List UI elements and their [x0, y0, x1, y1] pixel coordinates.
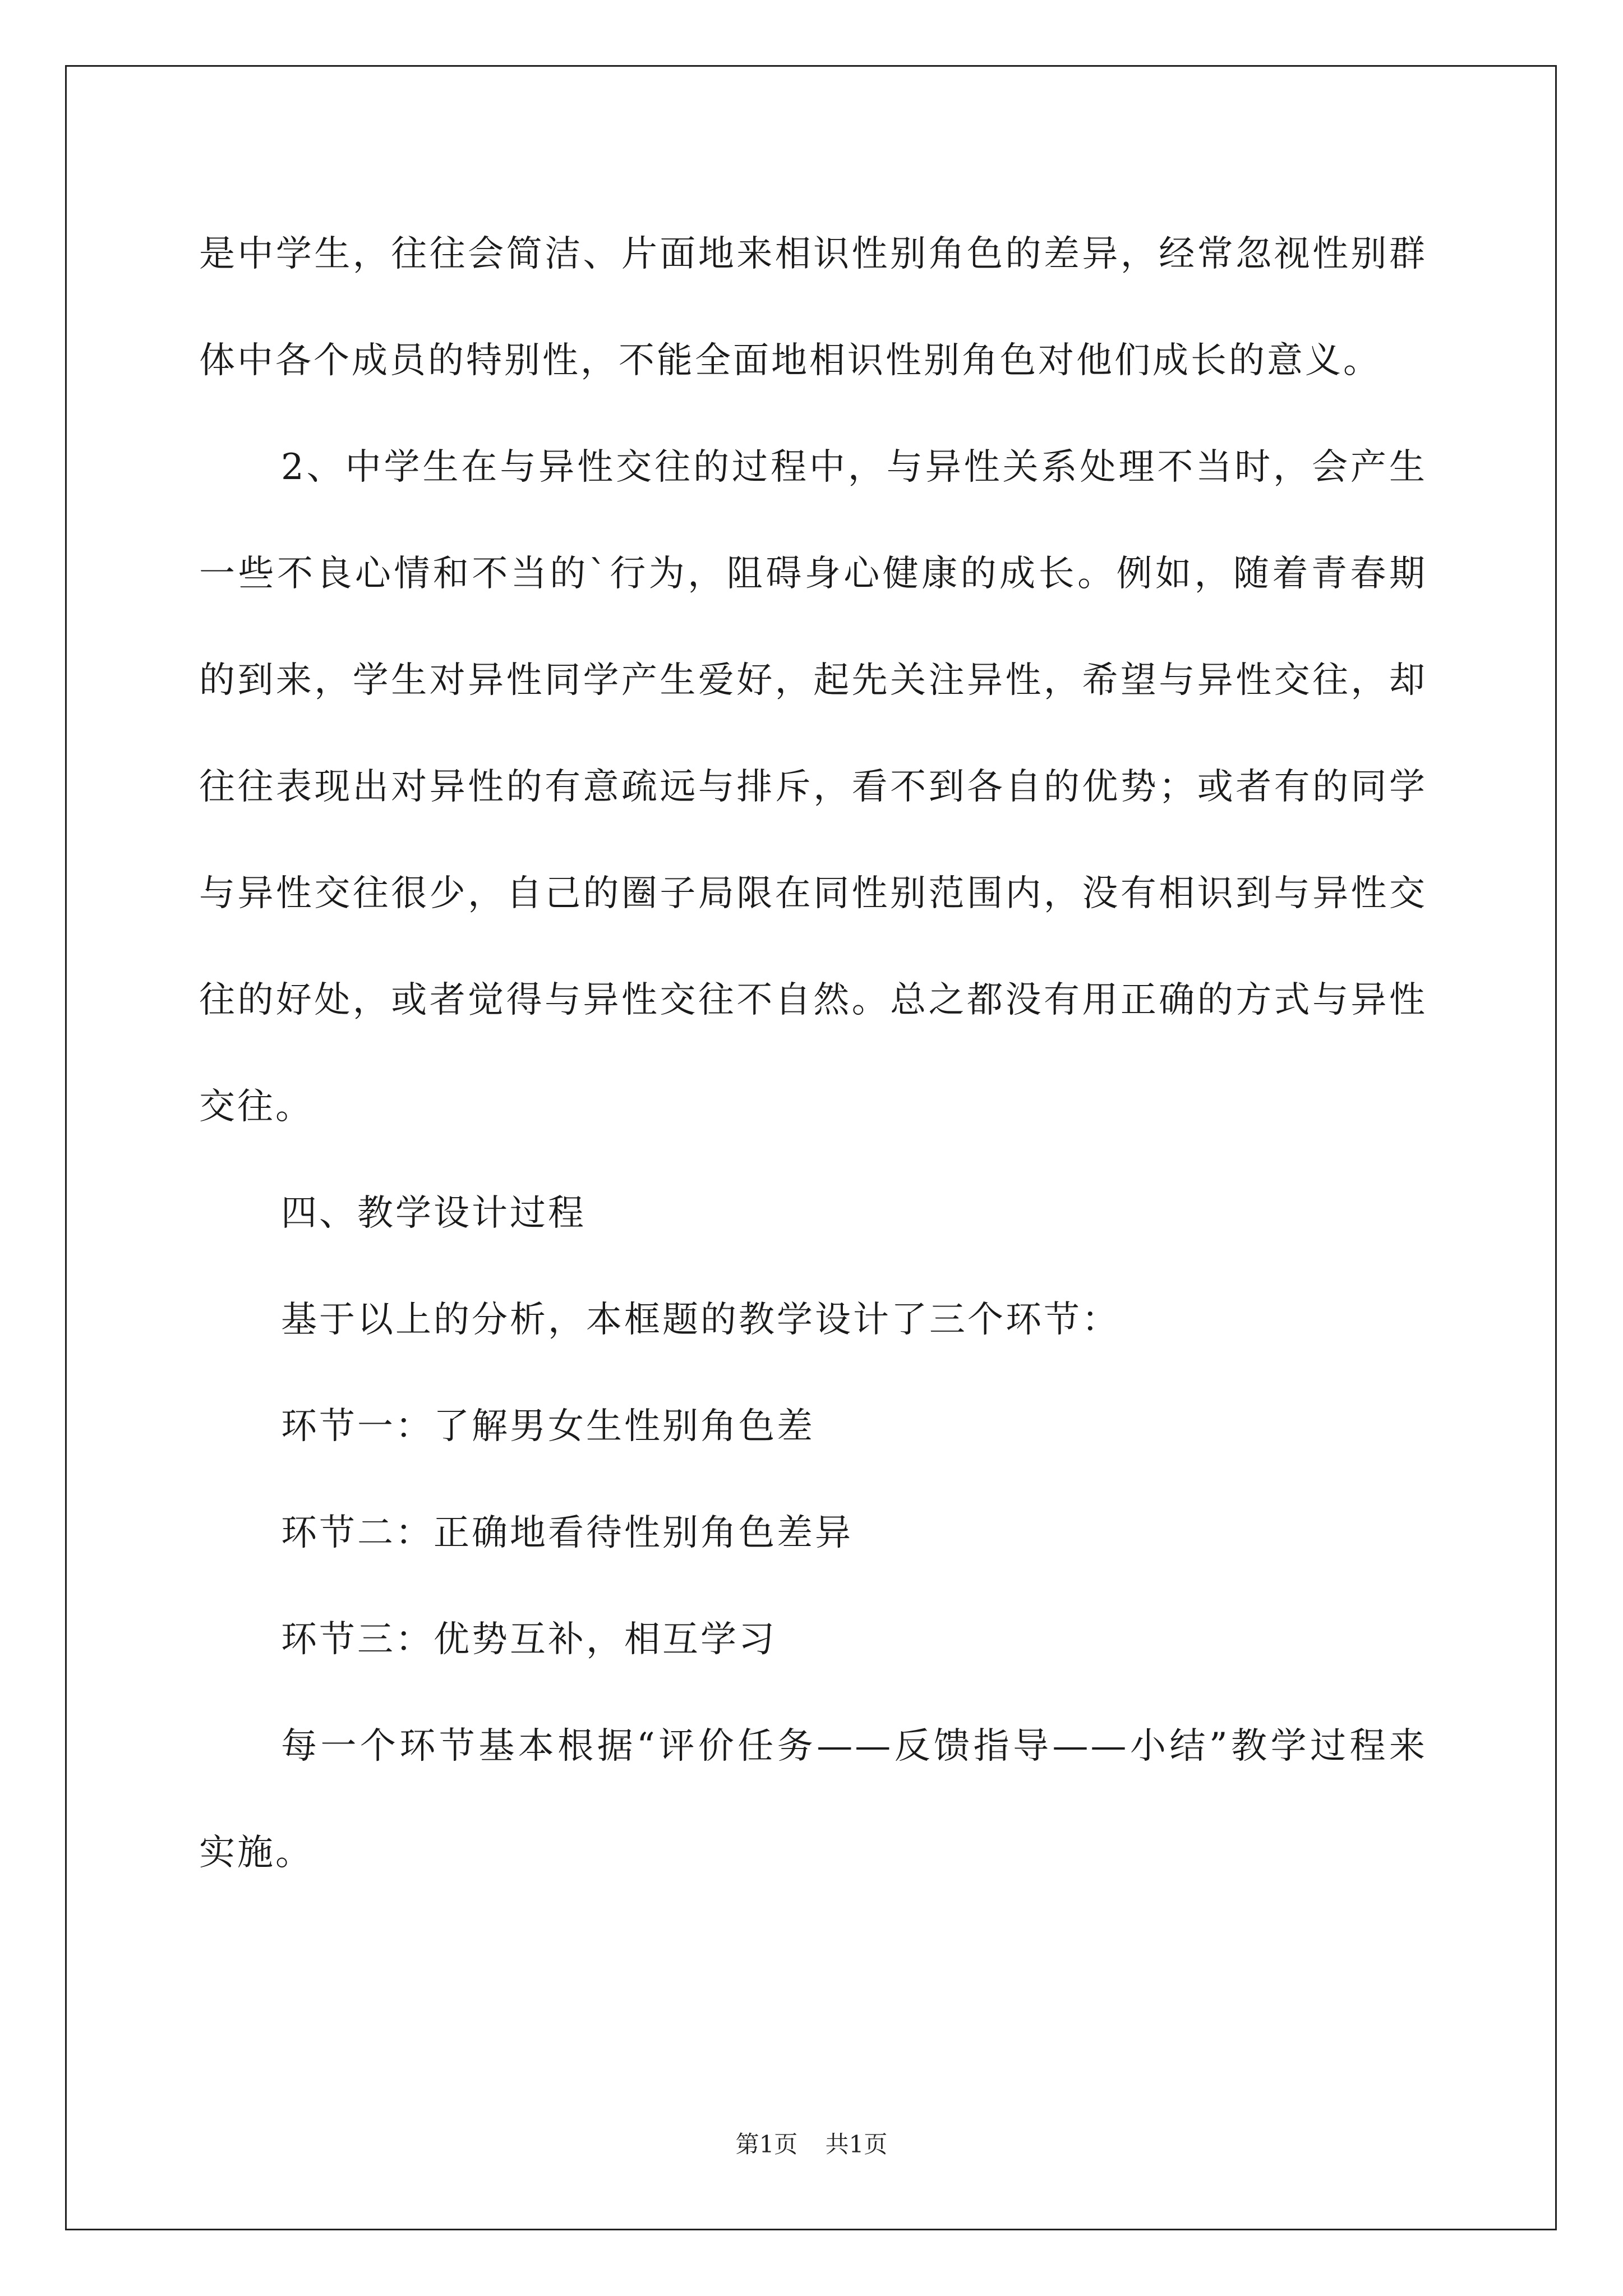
- section-heading-teaching-design: 四、教学设计过程: [281, 1193, 586, 1234]
- page-footer: [0, 2126, 1623, 2160]
- paragraph-process: 每一个环节基本根据“评价任务——反馈指导——小结”教学过程来实施。: [199, 1726, 1427, 1874]
- document-body: [199, 201, 1427, 1906]
- page-number-total: 共1页: [825, 2131, 888, 2158]
- page-number-current: 第1页: [735, 2131, 798, 2158]
- stage-2: 环节二：正确地看待性别角色差异: [281, 1512, 853, 1554]
- paragraph-intro-stages: 基于以上的分析，本框题的教学设计了三个环节：: [281, 1299, 1120, 1341]
- stage-1: 环节一：了解男女生性别角色差: [281, 1406, 815, 1447]
- paragraph-point-2: 2、中学生在与异性交往的过程中，与异性关系处理不当时，会产生一些不良心情和不当的`行为，阻碍身心健康的成长。例如，随着青春期的到来，学生对异性同学产生爱好，起先关注异性，希望与异性交往，却往往表现出对异性的有意疏远与排斥，看不到各自的优势；或者有的同学与异性交往很少，自己的圈子局限在同性别范围内，没有相识到与异性交往的好处，或者觉得与异性交往不自然。总之都没有用正确的方式与异性交往。: [199, 447, 1427, 1128]
- stage-3: 环节三：优势互补，相互学习: [281, 1619, 777, 1660]
- paragraph-continuation: 是中学生，往往会简洁、片面地来相识性别角色的差异，经常忽视性别群体中各个成员的特别性，不能全面地相识性别角色对他们成长的意义。: [199, 233, 1427, 381]
